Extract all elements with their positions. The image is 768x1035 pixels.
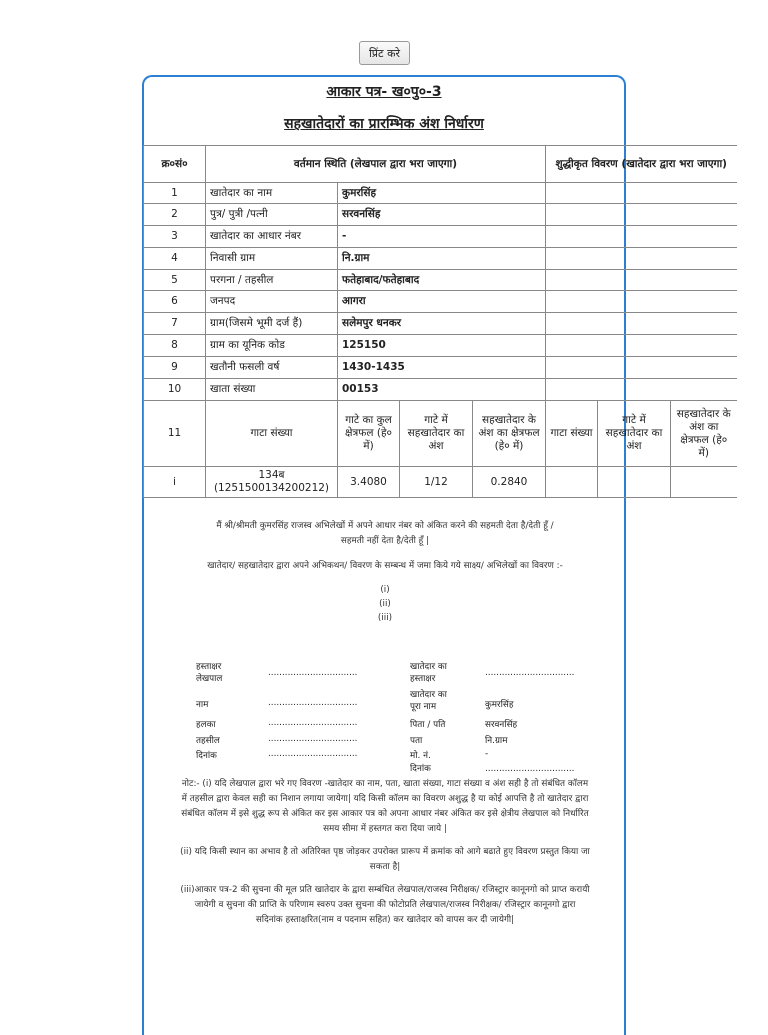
print-button[interactable]: प्रिंट करे xyxy=(359,41,410,65)
row-label: पुत्र/ पुत्री /पत्नी xyxy=(206,204,338,226)
evidence-item: (i) xyxy=(380,585,390,595)
lekhpal-sign-line[interactable]: ................................ xyxy=(268,668,358,678)
note-3: (iii)आकार पत्र-2 की सुचना की मूल प्रति खातेदार के द्वारा सम्बंधित लेखपाल/राजस्व निरीक्षक/ रजिस्ट्रार कानूनगो को प्राप्त करायी जायेगी व सुचना की प्राप्ति के परिणाम स्वरुप उक्त सुचना की फोटोप्रति लेखपाल/राजस्व निरीक्षक/ रजिस्ट्रार कानूनगो द्वारा सदिनांक हस्ताक्षरित(नाम व पदनाम सहित) कर खातेदार को वापस कर दी जायेगी| xyxy=(180,885,590,925)
area-value: 3.4080 xyxy=(338,467,400,498)
table-row xyxy=(144,248,737,270)
row-value: नि.ग्राम xyxy=(338,248,546,270)
evidence-item: (ii) xyxy=(379,599,391,609)
khatedar-fullname-label: खातेदार का पूरा नाम xyxy=(410,690,447,712)
table-row xyxy=(144,226,737,248)
table-row xyxy=(144,379,737,401)
halka-label: हलका xyxy=(196,720,216,730)
corrected-field[interactable] xyxy=(546,226,737,248)
corrected-field[interactable] xyxy=(546,291,737,313)
row-number: 7 xyxy=(144,313,206,335)
khatedar-date-line[interactable]: ................................ xyxy=(485,764,575,774)
corrected-gata-header: गाटा संख्या xyxy=(546,401,598,467)
note-2: (ii) यदि किसी स्थान का अभाव है तो अतिरिक्त पृष्ठ जोड़कर उपरोक्त प्रारूप में क्रमांक को आगे बढाते हुए विवरण प्रस्तुत किया जा सकता है| xyxy=(180,847,590,872)
area-header: गाटे का कुल क्षेत्रफल (हे० में) xyxy=(338,401,400,467)
evidence-list xyxy=(150,583,620,625)
corrected-field[interactable] xyxy=(546,204,737,226)
lekhpal-name-label: नाम xyxy=(196,700,209,710)
row-number: 5 xyxy=(144,270,206,291)
row-value: 1430-1435 xyxy=(338,357,546,379)
share-area-header: सहखातेदार के अंश का क्षेत्रफल (हे० में) xyxy=(473,401,546,467)
lekhpal-date-label: दिनांक xyxy=(196,751,217,761)
corrected-field[interactable] xyxy=(546,270,737,291)
row-number: 1 xyxy=(144,183,206,204)
table-data-row xyxy=(144,467,737,498)
corrected-field[interactable] xyxy=(546,248,737,270)
row-value: 00153 xyxy=(338,379,546,401)
share-header: गाटे में सहखातेदार का अंश xyxy=(400,401,473,467)
corrected-field[interactable] xyxy=(546,379,737,401)
corrected-gata-field[interactable] xyxy=(546,467,598,498)
row-label: निवासी ग्राम xyxy=(206,248,338,270)
evidence-item: (iii) xyxy=(377,613,393,623)
khatedar-date-label: दिनांक xyxy=(410,764,431,774)
gata-value xyxy=(206,467,338,498)
lekhpal-date-line[interactable]: ................................ xyxy=(268,749,358,759)
address-value: नि.ग्राम xyxy=(485,736,508,746)
row-value: आगरा xyxy=(338,291,546,313)
row-value: - xyxy=(338,226,546,248)
table-row xyxy=(144,357,737,379)
lekhpal-sign-label: हस्ताक्षर लेखपाल xyxy=(196,662,223,684)
form-title: आकार पत्र- ख०पु०-3 xyxy=(326,84,442,100)
row-value: सरवनसिंह xyxy=(338,204,546,226)
table-row xyxy=(144,183,737,204)
khatedar-fullname-value: कुमरसिंह xyxy=(485,700,514,710)
data-row-number: i xyxy=(144,467,206,498)
table-row xyxy=(144,313,737,335)
mobile-value: - xyxy=(485,749,489,759)
corrected-field[interactable] xyxy=(546,183,737,204)
note-1: नोट:- (i) यदि लेखपाल द्वारा भरे गए विवरण -खातेदार का नाम, पता, खाता संख्या, गाटा संख्या व अंश सही है तो संबंधित कॉलम में तहसील द्वारा केवल सही का निशान लगाया जायेगा| यदि किसी कॉलम का विवरण अशुद्ध है या कोई आपत्ति है तो खातेदार द्वारा संबंधित कॉलम में इसे शुद्ध रूप से अंकित कर इस आकार पत्र को अपना आधार नंबर अंकित कर इसे क्षेत्रीय लेखपाल को निर्धारित समय सीमा में हस्तगत करा दिया जाये | xyxy=(181,779,589,834)
row-number: 6 xyxy=(144,291,206,313)
gata-unique-code: (1251500134200212) xyxy=(213,482,330,494)
table-row-11 xyxy=(144,401,737,467)
corrected-share-field[interactable] xyxy=(598,467,671,498)
halka-line[interactable]: ................................ xyxy=(268,718,358,728)
row-label: खतौनी फसली वर्ष xyxy=(206,357,338,379)
row-number: 11 xyxy=(144,401,206,467)
share-value: 1/12 xyxy=(400,467,473,498)
row-label: खातेदार का आधार नंबर xyxy=(206,226,338,248)
row-label: जनपद xyxy=(206,291,338,313)
gata-number: 134ब xyxy=(258,469,285,481)
share-area-value: 0.2840 xyxy=(473,467,546,498)
table-row xyxy=(144,270,737,291)
row-number: 2 xyxy=(144,204,206,226)
row-value: 125150 xyxy=(338,335,546,357)
gata-header: गाटा संख्या xyxy=(206,401,338,467)
row-number: 10 xyxy=(144,379,206,401)
header-current-status: वर्तमान स्थिति (लेखपाल द्वारा भरा जाएगा) xyxy=(206,146,546,183)
row-value: कुमरसिंह xyxy=(338,183,546,204)
evidence-heading: खातेदार/ सहखातेदार द्वारा अपने अभिकथन/ विवरण के सम्बन्ध में जमा किये गये साक्ष्य/ अभिलेखों का विवरण :- xyxy=(207,561,563,571)
table-row xyxy=(144,291,737,313)
mobile-label: मो. नं. xyxy=(410,751,431,761)
form-table xyxy=(143,145,737,498)
form-subtitle: सहखातेदारों का प्रारम्भिक अंश निर्धारण xyxy=(284,116,484,132)
khatedar-sign-line[interactable]: ................................ xyxy=(485,668,575,678)
address-label: पता xyxy=(410,736,423,746)
row-label: खातेदार का नाम xyxy=(206,183,338,204)
lekhpal-name-line[interactable]: ................................ xyxy=(268,698,358,708)
table-row xyxy=(144,204,737,226)
corrected-field[interactable] xyxy=(546,335,737,357)
corrected-share-area-header: सहखातेदार के अंश का क्षेत्रफल (हे० में) xyxy=(671,401,737,467)
table-header-row xyxy=(144,146,737,183)
row-value: फतेहाबाद/फतेहाबाद xyxy=(338,270,546,291)
table-row xyxy=(144,335,737,357)
tehsil-line[interactable]: ................................ xyxy=(268,734,358,744)
tehsil-label: तहसील xyxy=(196,736,220,746)
row-label: परगना / तहसील xyxy=(206,270,338,291)
corrected-field[interactable] xyxy=(546,313,737,335)
row-number: 9 xyxy=(144,357,206,379)
father-value: सरवनसिंह xyxy=(485,720,518,730)
row-number: 4 xyxy=(144,248,206,270)
khatedar-sign-label: खातेदार का हस्ताक्षर xyxy=(410,662,447,684)
row-label: ग्राम(जिसमे भूमी दर्ज हैं) xyxy=(206,313,338,335)
father-label: पिता / पति xyxy=(410,720,446,730)
header-corrected-details: शुद्धीकृत विवरण (खातेदार द्वारा भरा जाएगा) xyxy=(546,146,737,183)
consent-line-1: मैं श्री/श्रीमती कुमरसिंह राजस्व अभिलेखों में अपने आधार नंबर को अंकित करने की सहमती देता है/देती हूँ / xyxy=(216,521,554,531)
header-sno: क्र०सं० xyxy=(144,146,206,183)
row-label: खाता संख्या xyxy=(206,379,338,401)
consent-line-2: सहमती नहीं देता है/देती हूँ | xyxy=(340,536,430,546)
corrected-share-area-field[interactable] xyxy=(671,467,737,498)
row-number: 3 xyxy=(144,226,206,248)
row-label: ग्राम का यूनिक कोड xyxy=(206,335,338,357)
row-number: 8 xyxy=(144,335,206,357)
corrected-share-header: गाटे में सहखातेदार का अंश xyxy=(598,401,671,467)
corrected-field[interactable] xyxy=(546,357,737,379)
row-value: सलेमपुर धनकर xyxy=(338,313,546,335)
aadhaar-consent xyxy=(150,519,620,549)
